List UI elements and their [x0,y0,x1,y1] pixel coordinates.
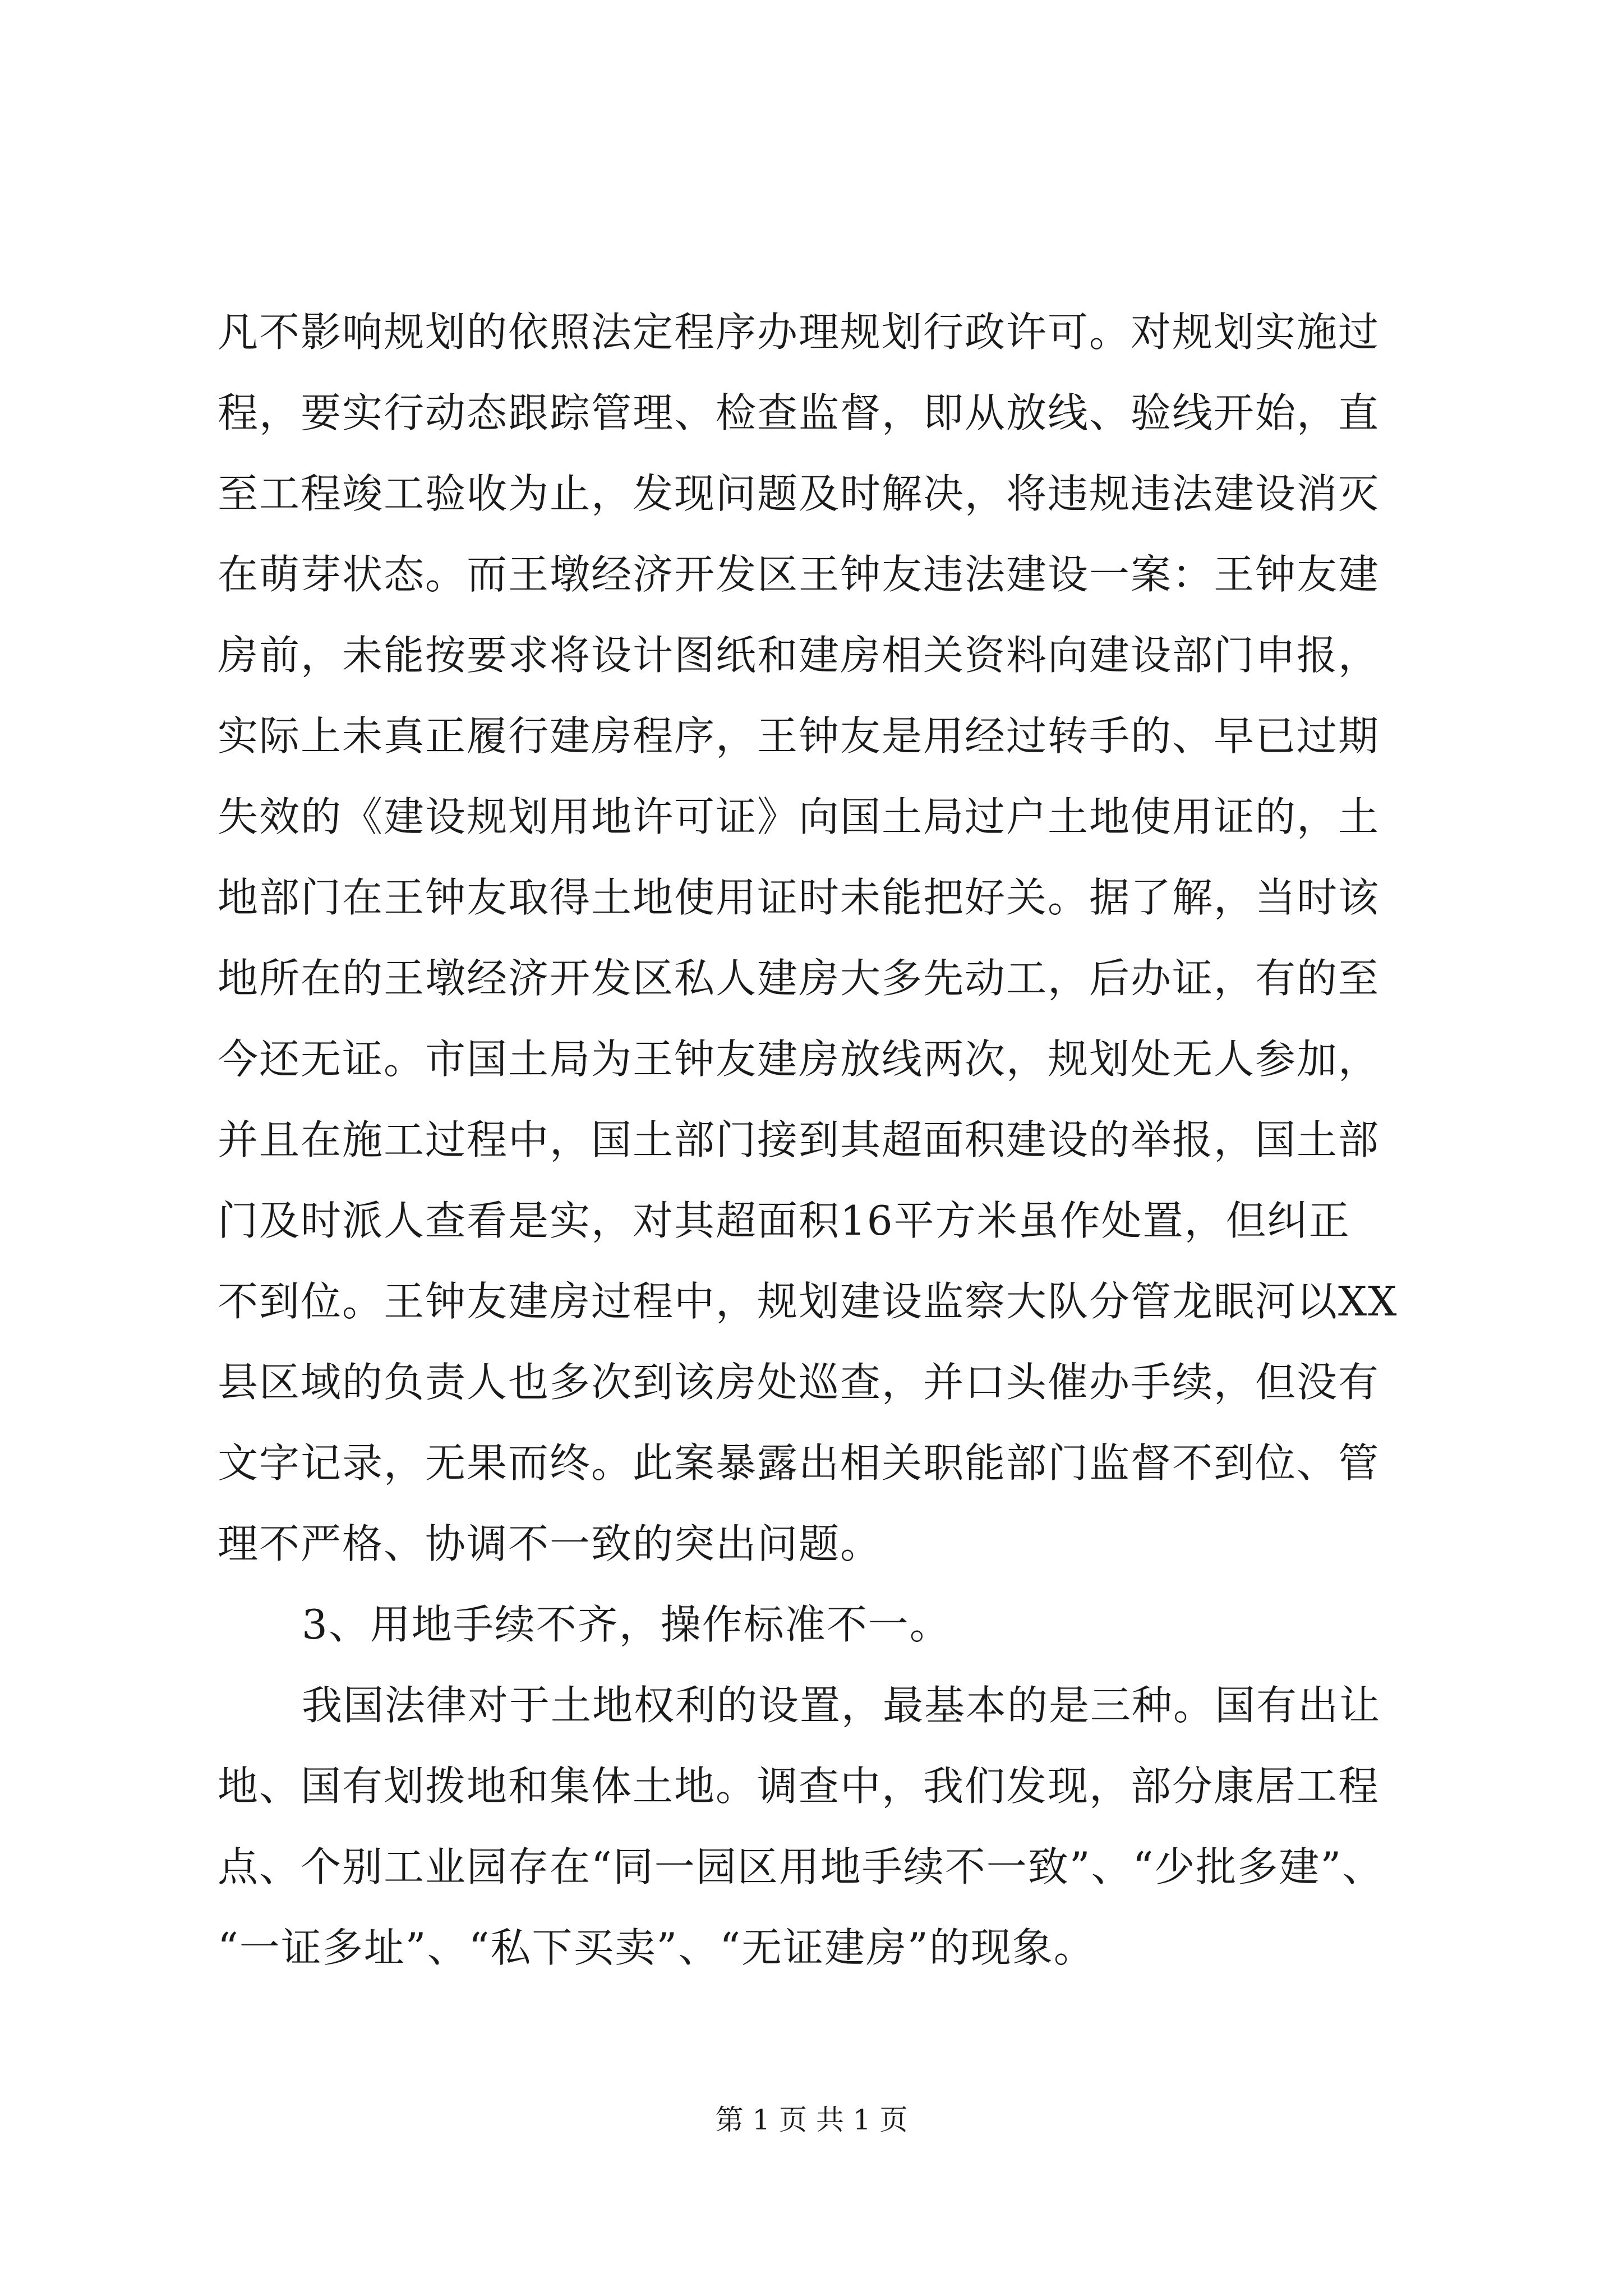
text-line: 门及时派人查看是实，对其超面积16平方米虽作处置，但纠正 [218,1197,1350,1244]
text-line: 程，要实行动态跟踪管理、检查监督，即从放线、验线开始，直 [218,389,1380,436]
page-footer: 第 1 页 共 1 页 [715,2104,908,2136]
section-heading: 3、用地手续不齐，操作标准不一。 [302,1601,951,1648]
text-line: 地所在的王墩经济开发区私人建房大多先动工，后办证，有的至 [218,955,1380,1002]
body-text [218,292,1474,1988]
text-line: 至工程竣工验收为止，发现问题及时解决，将违规违法建设消灭 [218,470,1380,517]
text-line: 点、个别工业园存在“同一园区用地手续不一致”、“少批多建”、 [218,1843,1384,1890]
text-line: 并且在施工过程中，国土部门接到其超面积建设的举报，国土部 [218,1116,1380,1163]
text-line: 地、国有划拨地和集体土地。调查中，我们发现，部分康居工程 [218,1763,1380,1810]
text-line: 凡不影响规划的依照法定程序办理规划行政许可。对规划实施过 [218,309,1380,356]
text-line: 地部门在王钟友取得土地使用证时未能把好关。据了解，当时该 [218,874,1380,921]
text-line: 理不严格、协调不一致的突出问题。 [218,1520,882,1567]
text-line: 失效的《建设规划用地许可证》向国土局过户土地使用证的，土 [218,793,1380,840]
text-line: 实际上未真正履行建房程序，王钟友是用经过转手的、早已过期 [218,712,1380,760]
text-line: 房前，未能按要求将设计图纸和建房相关资料向建设部门申报， [218,632,1380,679]
text-line: 文字记录，无果而终。此案暴露出相关职能部门监督不到位、管 [218,1439,1380,1487]
text-line: 县区域的负责人也多次到该房处巡查，并口头催办手续，但没有 [218,1359,1380,1406]
text-line: “一证多址”、“私下买卖”、“无证建房”的现象。 [218,1924,1095,1971]
text-line: 我国法律对于土地权利的设置，最基本的是三种。国有出让 [302,1682,1381,1729]
text-line: 不到位。王钟友建房过程中，规划建设监察大队分管龙眠河以XX [218,1278,1398,1325]
text-line: 今还无证。市国土局为王钟友建房放线两次，规划处无人参加， [218,1036,1380,1083]
text-line: 在萌芽状态。而王墩经济开发区王钟友违法建设一案：王钟友建 [218,551,1380,598]
